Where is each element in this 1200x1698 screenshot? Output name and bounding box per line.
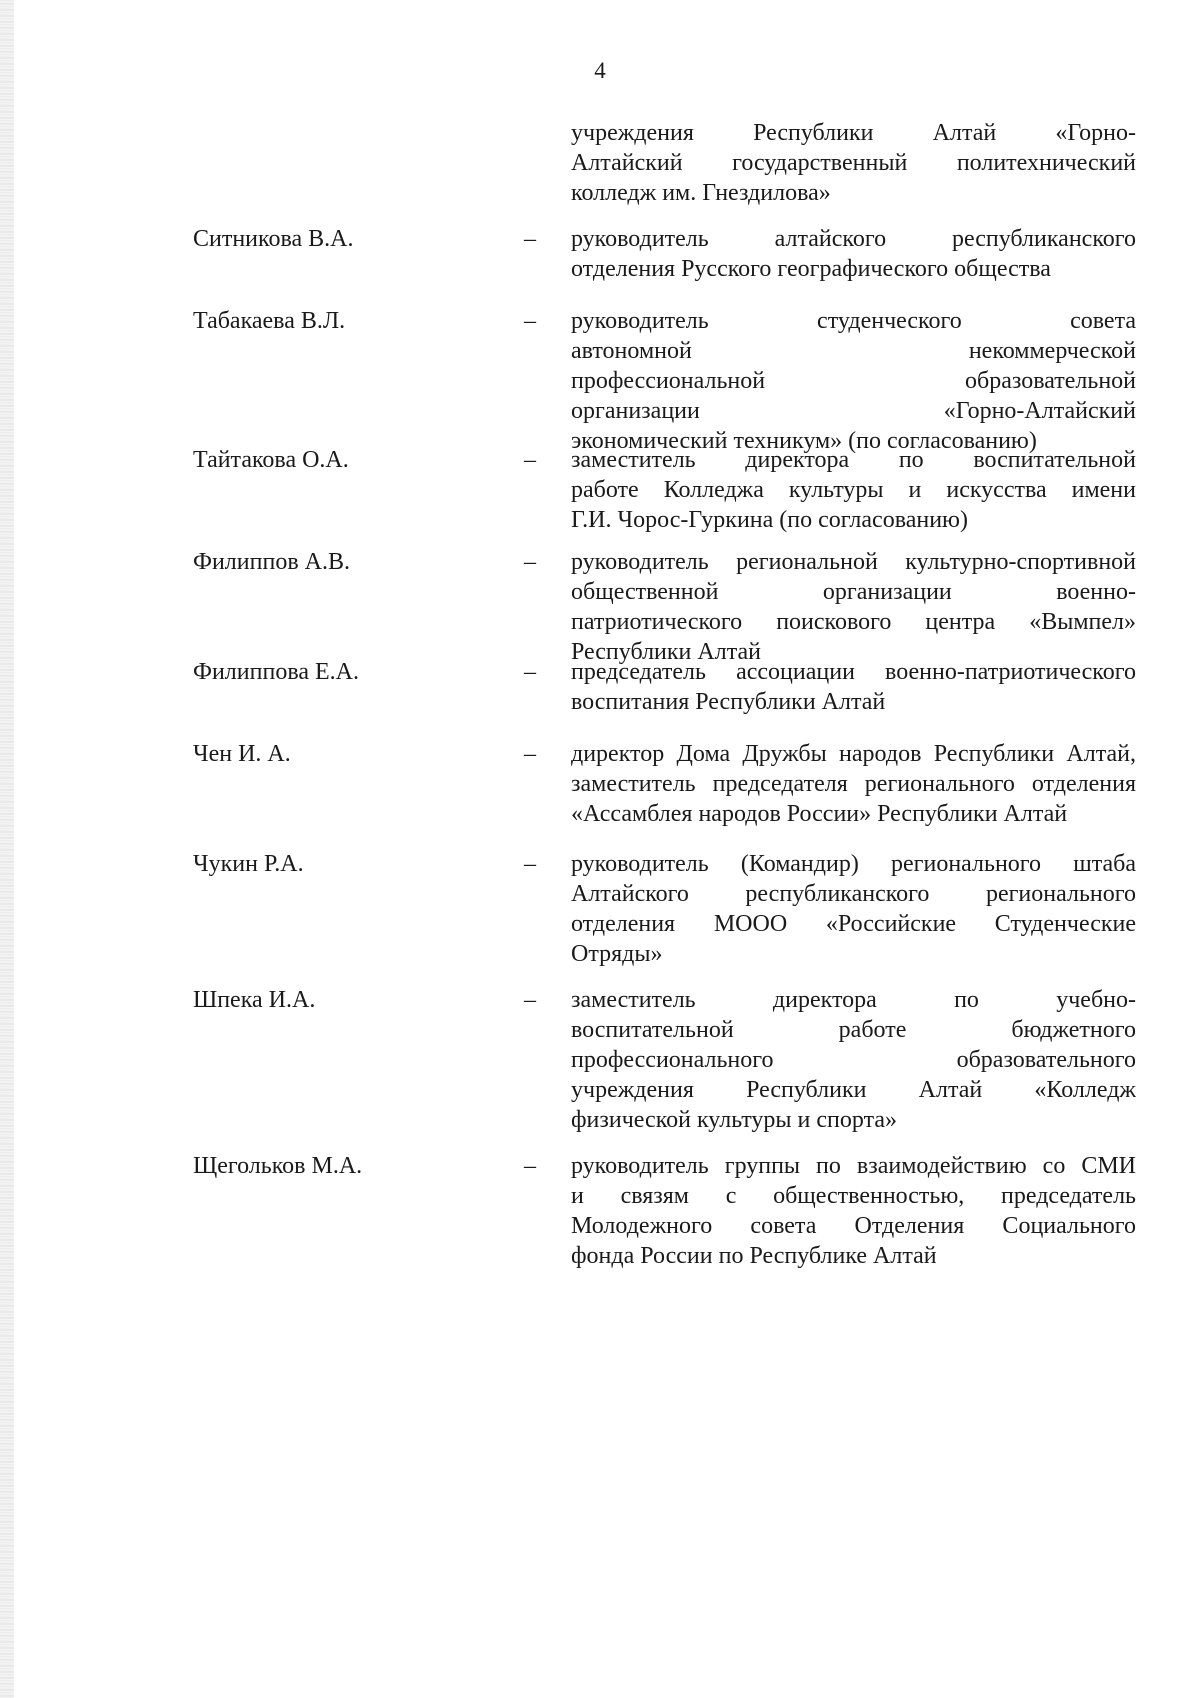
member-role — [571, 306, 1136, 456]
role-line: Молодежного совета Отделения Социального — [571, 1213, 1136, 1239]
role-line: руководитель группы по взаимодействию со СМИ — [571, 1153, 1136, 1179]
member-role — [571, 849, 1136, 969]
member-name: Щегольков М.А. — [193, 1153, 363, 1179]
role-line: воспитания Республики Алтай — [571, 689, 886, 715]
member-name: Филиппова Е.А. — [193, 659, 359, 685]
role-line: Алтайского республиканского регионального — [571, 881, 1136, 907]
member-role — [571, 657, 1136, 717]
role-line: фонда России по Республике Алтай — [571, 1243, 937, 1269]
role-line: руководитель студенческого совета — [571, 308, 1136, 334]
member-name: Чен И. А. — [193, 741, 291, 767]
member-name: Шпека И.А. — [193, 987, 316, 1013]
role-line: экономический техникум» (по согласованию) — [571, 428, 1037, 454]
role-line: физической культуры и спорта» — [571, 1107, 898, 1133]
member-name: Филиппов А.В. — [193, 549, 350, 575]
role-line: учреждения Республики Алтай «Колледж — [571, 1077, 1136, 1103]
role-line: профессиональной образовательной — [571, 368, 1136, 394]
role-line: колледж им. Гнездилова» — [571, 180, 831, 206]
role-line: воспитательной работе бюджетного — [571, 1017, 1136, 1043]
member-role — [571, 547, 1136, 667]
role-line: «Ассамблея народов России» Республики Алтай — [571, 801, 1068, 827]
role-line: заместитель директора по учебно- — [571, 987, 1136, 1013]
role-line: отделения МООО «Российские Студенческие — [571, 911, 1136, 937]
role-line: руководитель алтайского республиканского — [571, 226, 1136, 252]
page-number: 4 — [594, 58, 606, 83]
role-line: профессионального образовательного — [571, 1047, 1136, 1073]
dash-separator: – — [524, 308, 536, 334]
role-line: отделения Русского географического общества — [571, 256, 1051, 282]
member-name: Чукин Р.А. — [193, 851, 304, 877]
role-line: автономной некоммерческой — [571, 338, 1136, 364]
role-line: руководитель (Командир) регионального штаба — [571, 851, 1136, 877]
role-line: учреждения Республики Алтай «Горно- — [571, 120, 1136, 146]
role-line: Алтайский государственный политехнический — [571, 150, 1136, 176]
role-line: заместитель директора по воспитательной — [571, 447, 1136, 473]
member-role — [571, 224, 1136, 284]
member-name: Ситникова В.А. — [193, 226, 354, 252]
dash-separator: – — [524, 741, 536, 767]
dash-separator: – — [524, 659, 536, 685]
member-name: Табакаева В.Л. — [193, 308, 346, 334]
member-role — [571, 118, 1136, 208]
role-line: директор Дома Дружбы народов Республики Алтай, — [571, 741, 1136, 767]
role-line: организации «Горно-Алтайский — [571, 398, 1136, 424]
role-line: патриотического поискового центра «Вымпел» — [571, 609, 1136, 635]
scan-edge — [0, 0, 14, 1698]
role-line: Республики Алтай — [571, 639, 761, 665]
role-line: заместитель председателя регионального отделения — [571, 771, 1136, 797]
dash-separator: – — [524, 447, 536, 473]
dash-separator: – — [524, 1153, 536, 1179]
dash-separator: – — [524, 226, 536, 252]
role-line: работе Колледжа культуры и искусства имени — [571, 477, 1136, 503]
dash-separator: – — [524, 851, 536, 877]
member-role — [571, 445, 1136, 535]
role-line: руководитель региональной культурно-спортивной — [571, 549, 1136, 575]
role-line: Г.И. Чорос-Гуркина (по согласованию) — [571, 507, 968, 533]
member-name: Тайтакова О.А. — [193, 447, 349, 473]
member-role — [571, 739, 1136, 829]
role-line: и связям с общественностью, председатель — [571, 1183, 1136, 1209]
member-role — [571, 1151, 1136, 1271]
role-line: Отряды» — [571, 941, 663, 967]
dash-separator: – — [524, 987, 536, 1013]
dash-separator: – — [524, 549, 536, 575]
member-role — [571, 985, 1136, 1135]
role-line: общественной организации военно- — [571, 579, 1136, 605]
role-line: председатель ассоциации военно-патриотического — [571, 659, 1136, 685]
